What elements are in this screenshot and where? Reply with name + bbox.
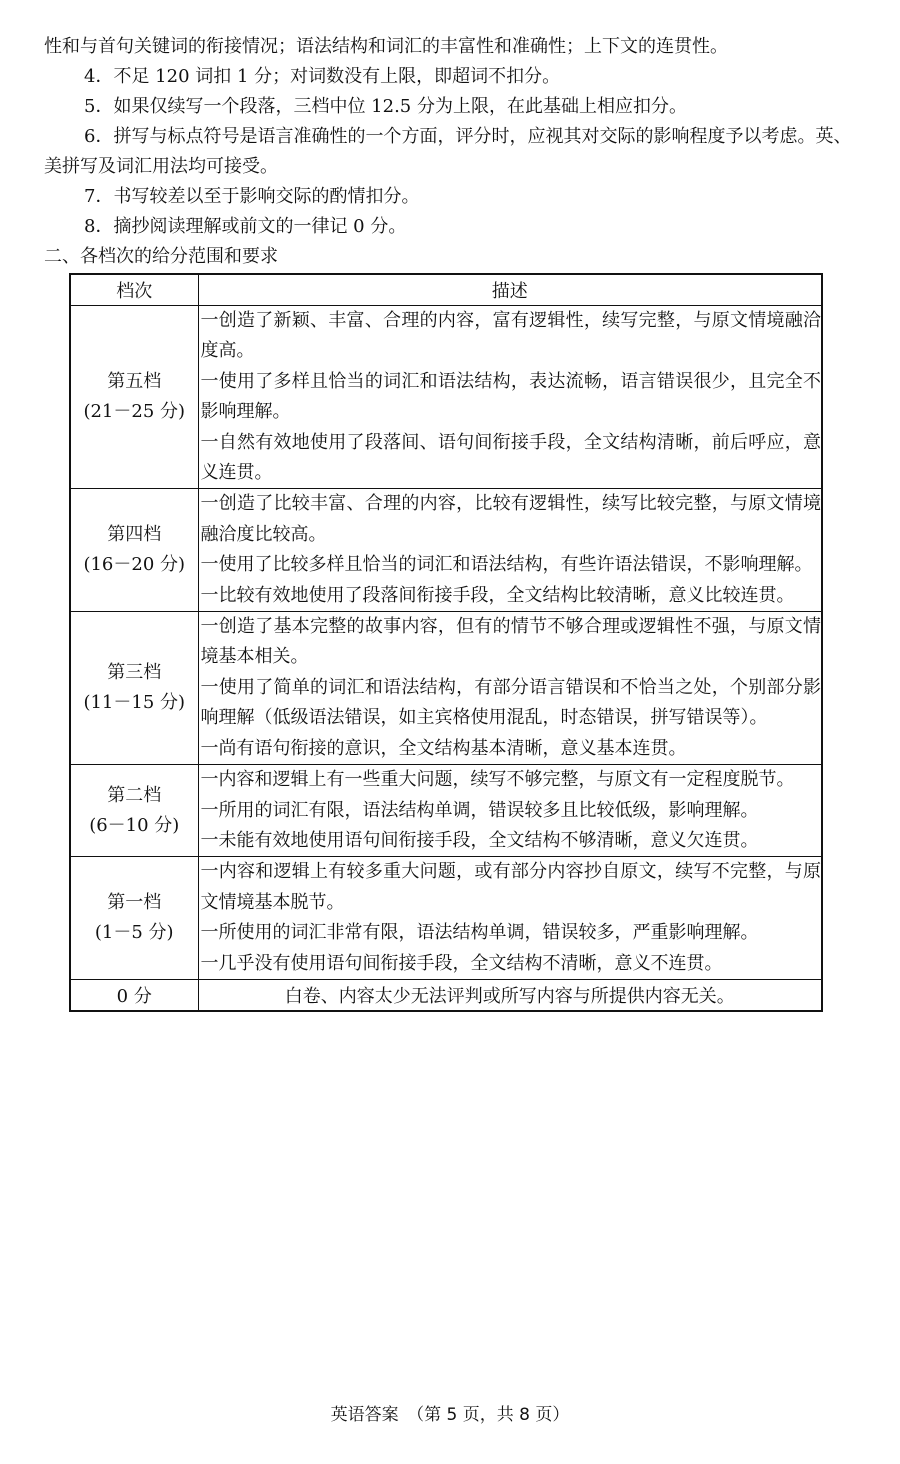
table-row — [70, 857, 822, 980]
description-item: 一内容和逻辑上有较多重大问题，或有部分内容抄自原文，续写不完整，与原文情境基本脱节。 — [200, 861, 821, 913]
description-item: 一使用了简单的词汇和语法结构，有部分语言错误和不恰当之处，个别部分影响理解（低级语法错误，如主宾格使用混乱，时态错误，拼写错误等）。 — [200, 676, 821, 729]
description-item: 一几乎没有使用语句间衔接手段，全文结构不清晰，意义不连贯。 — [200, 952, 723, 974]
level-range: (11－15 分) — [83, 692, 186, 714]
description-item: 一尚有语句衔接的意识，全文结构基本清晰，意义基本连贯。 — [200, 737, 687, 759]
rule-4: 4．不足 120 词扣 1 分；对词数没有上限，即超词不扣分。 — [84, 66, 561, 87]
level-name: 第一档 — [107, 892, 162, 914]
description-item: 一未能有效地使用语句间衔接手段，全文结构不够清晰，意义欠连贯。 — [200, 829, 759, 851]
description-cell — [198, 306, 822, 489]
level-name: 第四档 — [107, 524, 162, 546]
description-item: 一使用了比较多样且恰当的词汇和语法结构，有些许语法错误，不影响理解。 — [200, 554, 813, 576]
description-item: 一创造了新颖、丰富、合理的内容，富有逻辑性，续写完整，与原文情境融洽度高。 — [200, 310, 821, 362]
description-item: 一所用的词汇有限，语法结构单调，错误较多且比较低级，影响理解。 — [200, 799, 759, 821]
description-cell — [198, 489, 822, 612]
level-range: (16－20 分) — [83, 554, 186, 576]
description-item: 一比较有效地使用了段落间衔接手段，全文结构比较清晰，意义比较连贯。 — [200, 584, 795, 606]
level-cell — [70, 857, 198, 980]
table-header-row — [70, 274, 822, 306]
description-item: 一创造了基本完整的故事内容，但有的情节不够合理或逻辑性不强，与原文情境基本相关。 — [200, 616, 821, 668]
header-description: 描述 — [198, 274, 822, 306]
table-row-zero — [70, 979, 822, 1011]
table-row — [70, 765, 822, 857]
header-level: 档次 — [70, 274, 198, 306]
description-cell: 白卷、内容太少无法评判或所写内容与所提供内容无关。 — [198, 979, 822, 1011]
rule-6: 6．拼写与标点符号是语言准确性的一个方面，评分时，应视其对交际的影响程度予以考虑。英、美拼写及词汇用法均可接受。 — [44, 126, 852, 177]
description-item: 一所使用的词汇非常有限，语法结构单调，错误较多，严重影响理解。 — [200, 922, 759, 944]
description-cell — [198, 857, 822, 980]
rule-8: 8．摘抄阅读理解或前文的一律记 0 分。 — [84, 216, 407, 237]
intro-text: 性和与首句关键词的衔接情况；语法结构和词汇的丰富性和准确性；上下文的连贯性。 — [44, 36, 728, 57]
level-cell: 0 分 — [70, 979, 198, 1011]
level-range: (6－10 分) — [89, 814, 180, 836]
table-row — [70, 612, 822, 765]
level-cell — [70, 306, 198, 489]
level-cell — [70, 489, 198, 612]
level-range: (21－25 分) — [83, 401, 186, 423]
level-range: (1－5 分) — [94, 922, 174, 944]
section-heading: 二、各档次的给分范围和要求 — [44, 246, 278, 267]
level-cell — [70, 765, 198, 857]
description-cell — [198, 765, 822, 857]
description-item: 一内容和逻辑上有一些重大问题，续写不够完整，与原文有一定程度脱节。 — [200, 769, 795, 791]
level-name: 第五档 — [107, 371, 162, 393]
scoring-table — [69, 273, 823, 1012]
level-cell — [70, 612, 198, 765]
description-cell — [198, 612, 822, 765]
rule-7: 7．书写较差以至于影响交际的酌情扣分。 — [84, 186, 420, 207]
page-footer: 英语答案 （第 5 页，共 8 页） — [330, 1405, 570, 1425]
table-row — [70, 306, 822, 489]
description-item: 一自然有效地使用了段落间、语句间衔接手段，全文结构清晰，前后呼应，意义连贯。 — [200, 431, 821, 484]
level-name: 第二档 — [107, 784, 162, 806]
description-item: 一使用了多样且恰当的词汇和语法结构，表达流畅，语言错误很少，且完全不影响理解。 — [200, 370, 821, 423]
rule-5: 5．如果仅续写一个段落，三档中位 12.5 分为上限，在此基础上相应扣分。 — [84, 96, 687, 117]
level-name: 第三档 — [107, 662, 162, 684]
description-item: 一创造了比较丰富、合理的内容，比较有逻辑性，续写比较完整，与原文情境融洽度比较高。 — [200, 493, 821, 545]
table-row — [70, 489, 822, 612]
